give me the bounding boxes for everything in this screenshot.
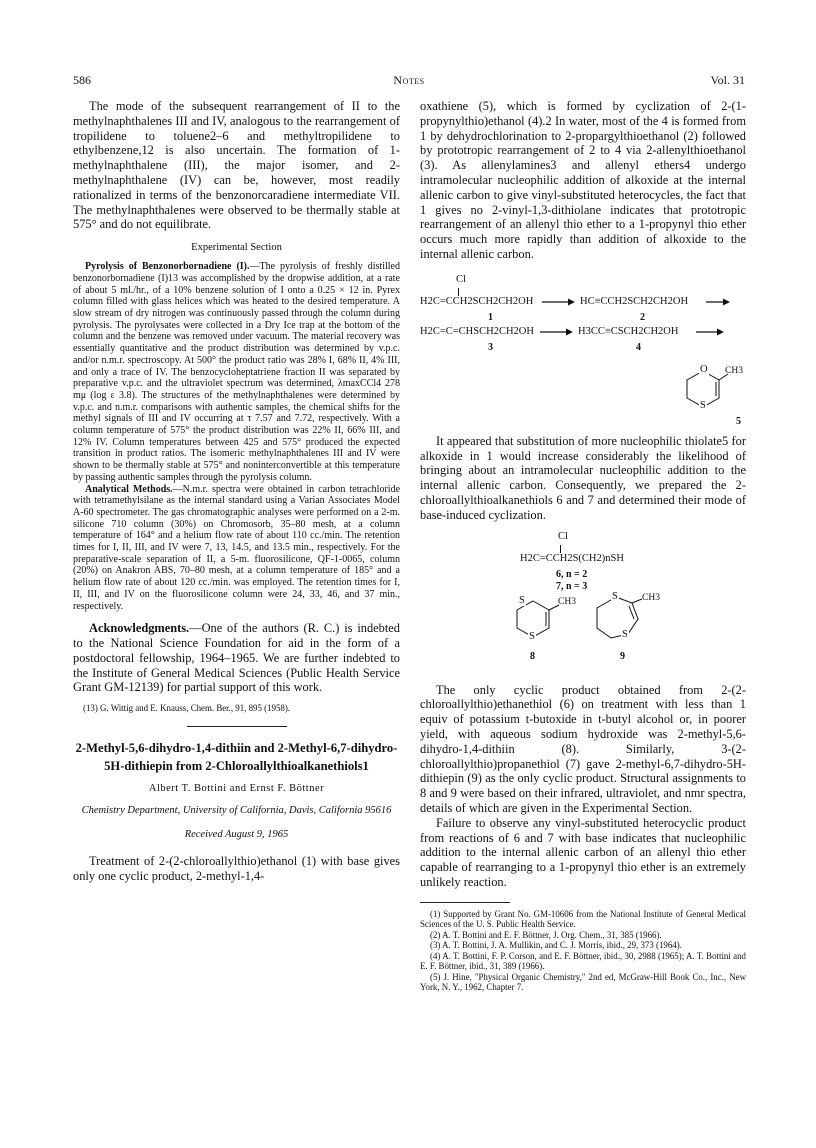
article-authors: Albert T. Bottini and Ernst F. Böttner — [148, 782, 325, 794]
dithiin-sulfur-bottom: S — [529, 630, 535, 642]
reaction-scheme-2 — [420, 531, 746, 677]
compound-7-number: 7, n = 3 — [556, 580, 588, 592]
footnote-divider — [420, 902, 510, 903]
oxathiene-sulfur-label: S — [700, 399, 706, 411]
left-column — [73, 99, 400, 883]
footnote-4: (4) A. T. Bottini, F. P. Corson, and E. F. Böttner, ibid., 30, 2988 (1965); A. T. Bottini and E. F. Böttner, ibid., 31, 389 (1966). — [420, 950, 746, 972]
intro-paragraph: The mode of the subsequent rearrangement of II to the methylnaphthalenes III and IV, analogous to the rearrangement of tropilidene to toluene2–6 and methyltropilidene to ethylbenzene,12 is also uncertain. The formation of 1-methylnaphthalene (III), the major isomer, and 2-methylnaphthalene (IV) can be, however, most readily rationalized in terms of the benzonorcaradiene intermediate VII. The methylnaphthalenes were observed to be thermally stable at 575° and do not equilibrate. — [73, 99, 400, 232]
conclusion-paragraph: Failure to observe any vinyl-substituted heterocyclic product from reactions of 6 and 7 with base indicates that nucleophilic addition to the internal allenic carbon of an allenyl thio ether capable of rearranging to a 1-propynyl thio ether is an extremely unlikely reaction. — [420, 815, 746, 889]
compound-1-number: 1 — [488, 311, 493, 323]
footnote-5: (5) J. Hine, "Physical Organic Chemistry," 2nd ed, McGraw-Hill Book Co., Inc., New York, N. Y., 1962, Chapter 7. — [420, 971, 746, 993]
acknowledgments-title: Acknowledgments. — [89, 621, 190, 636]
dithiin-sulfur-top: S — [519, 594, 525, 606]
dithiepin-methyl-label: CH3 — [642, 592, 660, 603]
acknowledgments-paragraph — [73, 621, 400, 695]
article-opening-paragraph: Treatment of 2-(2-chloroallylthio)ethanol (1) with base gives only one cyclic product, 2-methyl-1,4- — [73, 853, 400, 883]
thiolate-paragraph: It appeared that substitution of more nucleophilic thiolate5 for alkoxide in 1 would increase considerably the likelihood of bringing about an intramolecular nucleophilic addition to the internal allenic carbon. Consequently, we prepared the 2-chloroallylthioalkanethiols 6 and 7 and determined their mode of base-induced cyclization. — [420, 433, 746, 522]
compound-2-number: 2 — [640, 311, 645, 323]
reaction-scheme-1 — [420, 272, 746, 434]
dithiin-methyl-label: CH3 — [558, 596, 576, 607]
scheme1-chlorine-label: Cl — [456, 273, 466, 285]
dithiepin-sulfur-bottom: S — [622, 628, 628, 640]
analytical-text: —N.m.r. spectra were obtained in carbon tetrachloride with tetramethylsilane as the internal standard using a Varian Associates Model A-60 spectrometer. The gas chromatographic analyses were performed on a 2-m. silicone 710 column (30%) on Chromosorb, 35–80 mesh, at a column temperature of 164° and a helium flow rate of about 110 cc./min. The retention times for I, II, III, and IV were 7, 13, 14.5, and 13.5 min., respectively. For the preparative-scale separation of II, a 5-m. fluorosilicone, QF-1-0065, column (20%) on Anakron ABS, 70–80 mesh, at a column temperature of 185° and a helium flow rate of about 120 cc./min. was employed. The retention times for I, II, III, and IV on the fluorosilicone column were 24, 33, 46, and 37 min., respectively. — [73, 483, 401, 612]
pyrolysis-title: Pyrolysis of Benzonorbornadiene (I). — [85, 261, 250, 273]
received-date: Received August 9, 1965 — [184, 828, 289, 840]
results-paragraph: The only cyclic product obtained from 2-(2-chloroallylthio)ethanethiol (6) on treatment with less than 1 equiv of potassium t-butoxide in t-butyl alcohol or, in poorer yield, with aqueous sodium hydroxide was 2-methyl-5,6-dihydro-1,4-dithiin (8). Similarly, 3-(2-chloroallylthio)propanethiol (7) gave 2-methyl-6,7-dihydro-5H-dithiepin (9) as the only cyclic product. Structural assignments to 8 and 9 were based on their infrared, ultraviolet, and nmr spectra, details of which are given in the Experimental Section. — [420, 682, 746, 815]
page-number: 586 — [73, 73, 91, 87]
article-title: 2-Methyl-5,6-dihydro-1,4-dithiin and 2-Methyl-6,7-dihydro-5H-dithiepin from 2-Chloroallylthioalkanethiols1 — [75, 740, 398, 773]
compound-2-formula: HC≡CCH2SCH2CH2OH — [580, 295, 689, 307]
footnote-3: (3) A. T. Bottini, J. A. Mullikin, and C. J. Morris, ibid., 29, 373 (1964). — [430, 940, 682, 951]
compound-8-number: 8 — [530, 650, 535, 662]
continuation-paragraph: oxathiene (5), which is formed by cyclization of 2-(1-propynylthio)ethanol (4).2 In water, most of the 4 is formed from 1 by dehydrochlorination to 2-propargylthioethanol (2) followed by prototropic rearrangement of 2 to 4 via 2-allenylthioethanol (3). As allenylamines3 and allenyl ethers4 undergo intramolecular nucleophilic addition of alkoxide at the internal allenic carbon to give vinyl-substituted heterocycles, the fact that 1 gives no 2-vinyl-1,3-dithiolane indicates that prototropic rearrangement of an allenyl thio ether to a 1-propynyl thio ether occurs much more rapidly than addition of alkoxide to the internal allenic carbon. — [420, 99, 746, 261]
dithiepin-sulfur-top: S — [612, 590, 618, 602]
right-column — [420, 99, 746, 993]
thiol-general-formula: H2C=CCH2S(CH2)nSH — [520, 552, 624, 564]
scheme2-chlorine-label: Cl — [558, 530, 568, 542]
pyrolysis-paragraph — [73, 261, 400, 483]
analytical-paragraph — [73, 484, 400, 613]
compound-4-formula: H3CC≡CSCH2CH2OH — [578, 325, 679, 337]
compound-4-number: 4 — [636, 341, 641, 353]
volume-label: Vol. 31 — [710, 73, 745, 87]
experimental-heading: Experimental Section — [191, 242, 282, 254]
section-name: Notes — [393, 73, 425, 87]
compound-5-number: 5 — [736, 415, 741, 427]
article-affiliation: Chemistry Department, University of California, Davis, California 95616 — [81, 804, 392, 816]
compound-6-number: 6, n = 2 — [556, 568, 588, 580]
oxathiene-oxygen-label: O — [700, 363, 708, 375]
compound-9-number: 9 — [620, 650, 625, 662]
acknowledgments-text: —One of the authors (R. C.) is indebted to the National Science Foundation for aid in the form of a postdoctoral fellowship, 1964–1965. We are further indebted to the Institute of General Medical Sciences (Public Health Service Grant GM-12139) for partial support of this work. — [73, 621, 400, 695]
running-header — [73, 73, 745, 87]
compound-1-formula: H2C=CCH2SCH2CH2OH — [420, 295, 534, 307]
pyrolysis-text: —The pyrolysis of freshly distilled benzonorbornadiene (I)13 was accomplished by the dropwise addition, at a rate of about 5 ml./hr., of a 10% benzene solution of I onto a 0.25 × 12 in. Pyrex column filled with glass helices which was heated to the desired temperature. A slow stream of dry nitrogen was continuously passed through the column during pyrolysis. The pyrolysates were collected in a Dry Ice trap at the bottom of the column and the benzene was removed under vacuum. The material recovery was essentially quantitative and the product distribution was determined by v.p.c. and/or n.m.r. spectroscopy. At 500° the product ratio was 28% I, 68% II, 4% III, and only a trace of IV. The benzocycloheptatriene fraction II was separated by preparative v.p.c. and the ultraviolet spectrum was determined, λmaxCCl4 278 mμ (log ε 3.8). The structures of the methylnaphthalenes were determined by v.p.c. and n.m.r. comparisons with authentic samples, the chemical shifts for the methyl signals of III and IV occurring at τ 7.57 and 7.72, respectively. With a column temperature of 575° the product distribution was 22% II, 66% III, and 12% IV. Column temperatures between 425 and 575° produced the expected transition in product ratios. The isomeric methylnaphthalenes III and IV were shown to be thermally stable at 575° and noninterconvertible at this temperature by passing authentic samples through the pyrolysis column. — [73, 261, 400, 483]
oxathiene-methyl-label: CH3 — [725, 365, 743, 376]
analytical-title: Analytical Methods. — [85, 483, 173, 495]
footnote-13: (13) G. Wittig and E. Knauss, Chem. Ber., 91, 895 (1958). — [83, 703, 291, 714]
footnote-2: (2) A. T. Bottini and E. F. Böttner, J. Org. Chem., 31, 385 (1966). — [430, 929, 662, 940]
article-divider — [187, 726, 287, 727]
compound-3-formula: H2C=C=CHSCH2CH2OH — [420, 325, 534, 337]
footnote-1: (1) Supported by Grant No. GM-10606 from the National Institute of General Medical Sciences of the U. S. Public Health Service. — [420, 908, 746, 930]
compound-3-number: 3 — [488, 341, 493, 353]
